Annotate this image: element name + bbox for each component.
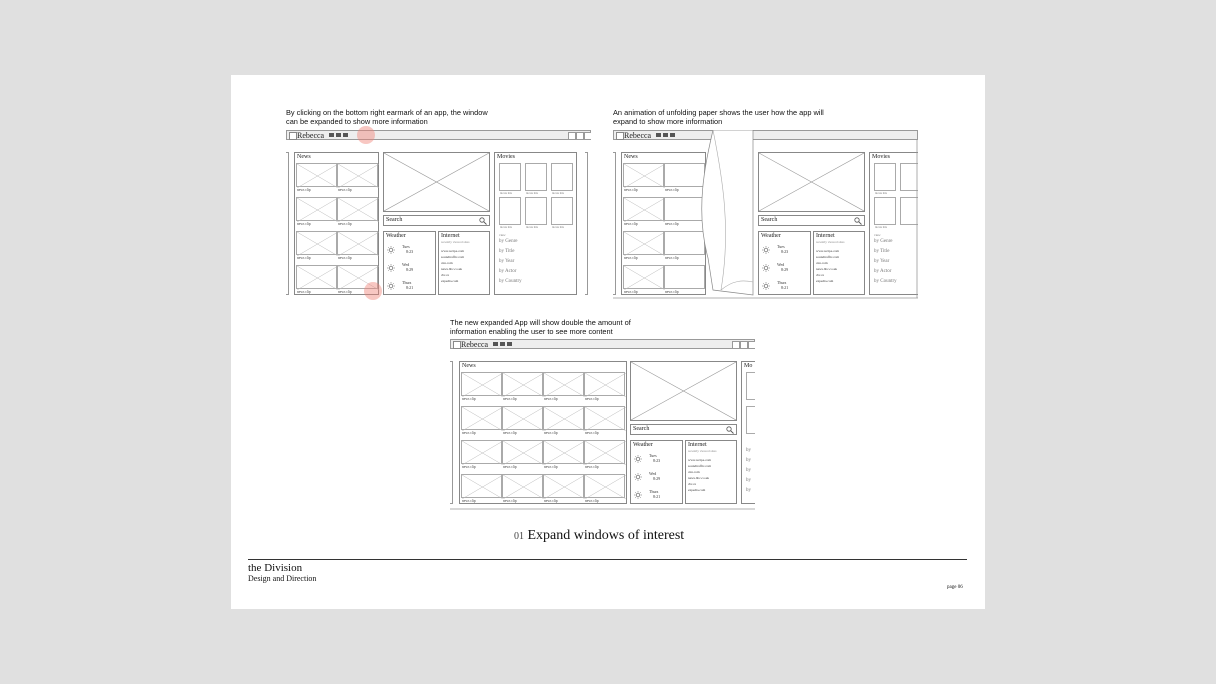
news-clip-label: news clip [462,499,476,503]
weather-day: Thurs [649,489,659,494]
news-title: News [462,363,476,369]
news-clip-label: news clip [585,397,599,401]
sun-icon [387,282,395,290]
news-clip-thumbnail[interactable] [296,163,337,187]
weather-day: Wed [777,262,785,267]
section-number: 01 [514,531,524,542]
movie-thumbnail[interactable] [551,163,573,191]
earmark-highlight [357,126,375,144]
recent-label: recently viewed sites [441,240,470,244]
site-link[interactable]: www.recipe.com [816,249,839,253]
site-link[interactable]: cbr.ca [816,273,824,277]
site-link[interactable]: cnn.com [816,261,828,265]
site-link[interactable]: expedia.com [441,279,459,283]
news-clip-label: news clip [544,499,558,503]
weather-temp: 8:23 [406,249,414,254]
site-link[interactable]: soundtraffic.com [816,255,840,259]
view-label: view [874,233,881,237]
weather-day: Tues [777,244,785,249]
weather-temp: 8:21 [653,494,661,499]
movie-thumbnail[interactable] [551,197,573,225]
news-clip-label: news clip [544,397,558,401]
news-clip-label: news clip [665,256,679,260]
image-placeholder [383,152,490,212]
news-clip-label: news clip [544,431,558,435]
movie-thumbnail[interactable] [525,163,547,191]
section-title: Expand windows of interest [527,528,685,543]
filter-link[interactable]: by Actor [874,269,892,274]
site-link[interactable]: cnn.com [441,261,453,265]
search-label: Search [633,426,650,432]
caption-unfold: An animation of unfolding paper shows the user how the app will expand to show more information [613,108,824,126]
movie-label: movie title [875,226,888,229]
filter-link[interactable]: by Genre [874,239,893,244]
site-link[interactable]: www.recipe.com [688,458,711,462]
news-clip-label: news clip [665,290,679,294]
news-clip-label: news clip [585,499,599,503]
wireframe-collapsed [286,130,591,298]
restore-icon[interactable] [336,133,341,137]
filter-link[interactable]: by Genre [499,239,518,244]
news-title: News [297,154,311,160]
news-clip-label: news clip [503,397,517,401]
brand-tagline: Design and Direction [248,574,317,583]
site-link[interactable]: expedia.com [688,488,706,492]
weather-title: Weather [386,233,406,239]
earmark-highlight[interactable] [364,282,382,300]
search-label: Search [761,217,778,223]
recent-label: recently viewed sites [816,240,845,244]
site-link[interactable]: soundtraffic.com [688,464,712,468]
filter-link[interactable]: by [746,458,751,463]
news-clip-label: news clip [462,397,476,401]
news-title: News [624,154,638,160]
movie-thumbnail[interactable] [499,163,521,191]
news-clip-label: news clip [338,290,352,294]
search-input[interactable] [383,215,490,226]
news-panel [294,152,379,295]
wireframe-expanded [450,339,755,510]
weather-panel [383,231,436,295]
internet-title: Internet [688,442,707,448]
filter-link[interactable]: by Title [499,249,515,254]
caption-expanded: The new expanded App will show double the amount of information enabling the user to see more content [450,318,631,336]
movie-label: movie title [552,192,565,195]
news-clip-label: news clip [338,188,352,192]
filter-link[interactable]: by Year [499,259,515,264]
page-number: page 06 [947,585,963,590]
news-clip-label: news clip [624,188,638,192]
news-clip-label: news clip [665,222,679,226]
news-clip-label: news clip [297,188,311,192]
sun-icon [387,246,395,254]
filter-link[interactable]: by [746,468,751,473]
recent-label: recently viewed sites [688,449,717,453]
news-clip-label: news clip [297,256,311,260]
weather-title: Weather [633,442,653,448]
filter-link[interactable]: by [746,478,751,483]
movie-thumbnail[interactable] [525,197,547,225]
news-clip-label: news clip [297,222,311,226]
site-link[interactable]: expedia.com [816,279,834,283]
window-edge [585,152,588,295]
window-edge [286,152,289,295]
brand-name: the Division [248,562,303,574]
news-clip-thumbnail[interactable] [296,231,337,255]
news-clip-label: news clip [585,465,599,469]
window-button[interactable] [568,132,576,140]
footer-rule [248,559,967,560]
filter-link[interactable]: by Actor [499,269,517,274]
news-clip-label: news clip [297,290,311,294]
news-clip-label: news clip [338,222,352,226]
news-clip-label: news clip [462,465,476,469]
site-link[interactable]: news.bbc.co.uk [816,267,837,271]
news-clip-label: news clip [338,256,352,260]
weather-temp: 8:23 [781,249,789,254]
caption-earmark: By clicking on the bottom right earmark of an app, the window can be expanded to show more information [286,108,488,126]
news-clip-label: news clip [503,499,517,503]
site-link[interactable]: cbr.ca [688,482,696,486]
movies-title: Movies [497,154,515,160]
filter-link[interactable]: by [746,488,751,493]
news-clip-label: news clip [462,431,476,435]
news-clip-label: news clip [624,256,638,260]
news-clip-thumbnail[interactable] [296,265,337,289]
weather-day: Thurs [777,280,787,285]
weather-temp: 8:29 [653,476,661,481]
window-frame [450,339,755,510]
weather-day: Tues [649,453,657,458]
site-link[interactable]: news.bbc.co.uk [441,267,462,271]
news-clip-label: news clip [665,188,679,192]
weather-day: Thurs [402,280,412,285]
news-clip-label: news clip [624,290,638,294]
view-label: view [499,233,506,237]
news-clip-label: news clip [503,465,517,469]
filter-link[interactable]: by [746,448,751,453]
search-label: Search [386,217,403,223]
filter-link[interactable]: by Country [874,279,897,284]
weather-temp: 8:23 [653,458,661,463]
site-link[interactable]: soundtraffic.com [441,255,465,259]
news-clip-label: news clip [503,431,517,435]
site-link[interactable]: news.bbc.co.uk [688,476,709,480]
weather-day: Tues [402,244,410,249]
window-title: Rebecca [297,131,325,140]
document-page [231,75,985,609]
filter-link[interactable]: by Title [874,249,890,254]
sun-icon [387,264,395,272]
weather-temp: 8:29 [406,267,414,272]
window-button[interactable] [576,132,584,140]
window-titlebar [286,130,591,140]
weather-day: Wed [402,262,410,267]
close-icon[interactable] [343,133,348,137]
internet-title: Internet [441,233,460,239]
filter-link[interactable]: by Country [499,279,522,284]
news-clip-label: news clip [544,465,558,469]
window-button[interactable] [584,132,591,140]
movie-label: movie title [552,226,565,229]
movies-title: Mo [744,363,753,369]
movie-label: movie title [500,192,513,195]
weather-temp: 8:21 [781,285,789,290]
section-heading [514,528,684,545]
site-link[interactable]: www.recipe.com [441,249,464,253]
movie-label: movie title [875,192,888,195]
news-clip-thumbnail[interactable] [337,163,378,187]
movie-label: movie title [500,226,513,229]
weather-day: Wed [649,471,657,476]
site-link[interactable]: cbr.ca [441,273,449,277]
news-clip-label: news clip [624,222,638,226]
site-link[interactable]: cnn.com [688,470,700,474]
weather-temp: 8:21 [406,285,414,290]
movie-label: movie title [526,192,539,195]
movies-title: Movies [872,154,890,160]
window-checkbox[interactable] [289,132,297,140]
search-icon[interactable] [479,217,487,225]
unfolding-paper [613,130,918,301]
filter-link[interactable]: by Year [874,259,890,264]
window-title: Rebecca [461,340,489,349]
movie-thumbnail[interactable] [499,197,521,225]
news-clip-thumbnail[interactable] [296,197,337,221]
weather-temp: 8:29 [781,267,789,272]
minimize-icon[interactable] [329,133,334,137]
movies-panel [494,152,577,295]
news-clip-thumbnail[interactable] [337,231,378,255]
wireframe-unfolding [613,130,918,301]
internet-title: Internet [816,233,835,239]
news-clip-label: news clip [585,431,599,435]
window-title: Rebecca [624,131,652,140]
internet-panel [438,231,490,295]
weather-title: Weather [761,233,781,239]
movie-label: movie title [526,226,539,229]
news-clip-thumbnail[interactable] [337,197,378,221]
